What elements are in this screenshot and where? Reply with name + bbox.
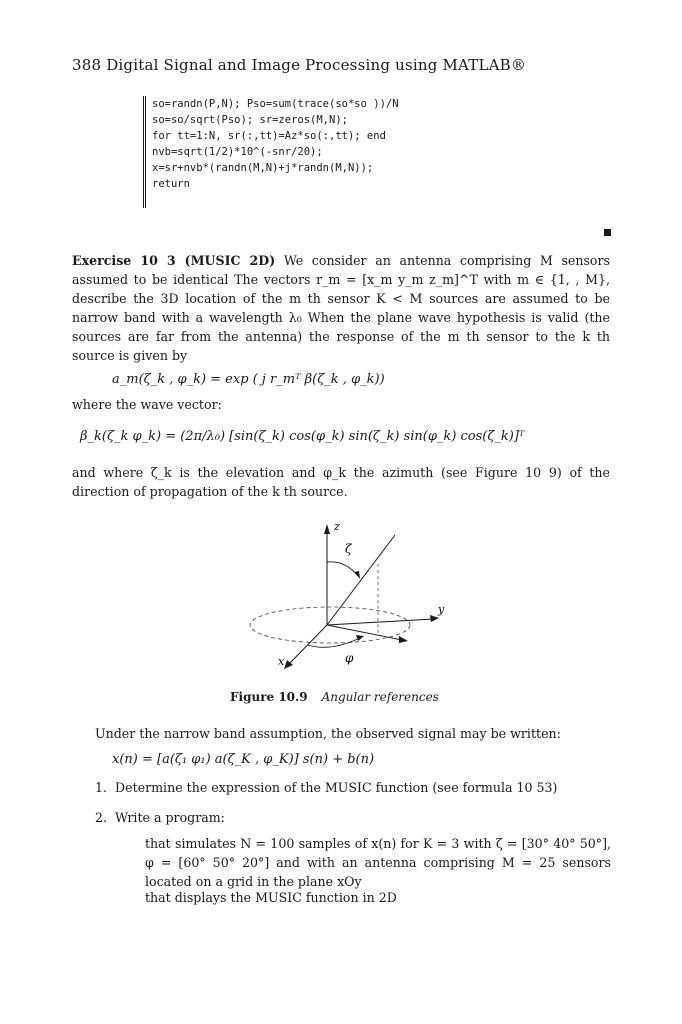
code-line: so=so/sqrt(Pso); sr=zeros(M,N); — [152, 114, 348, 126]
x-label: x — [278, 655, 285, 668]
z-label: z — [334, 520, 340, 533]
sub-item-display: that displays the MUSIC function in 2D — [145, 890, 397, 905]
list-text: Write a program: — [115, 810, 225, 825]
under-text: Under the narrow band assumption, the observed signal may be written: — [95, 726, 561, 741]
y-axis — [327, 619, 433, 625]
caption-label: Figure 10.9 — [230, 690, 308, 704]
x-axis — [288, 625, 327, 665]
caption-text: Angular references — [321, 690, 439, 704]
list-item-1: 1. Determine the expression of the MUSIC function (see formula 10 53) — [95, 780, 558, 795]
code-line: so=randn(P,N); Pso=sum(trace(so*so ))/N — [152, 98, 399, 110]
equation-response: a_m(ζ_k , φ_k) = exp ( j r_mᵀ β(ζ_k , φ_k)) — [112, 372, 385, 387]
code-listing — [143, 96, 622, 208]
exercise-paragraph — [72, 251, 610, 365]
zeta-arc — [327, 562, 358, 576]
y-label: y — [438, 603, 445, 616]
y-axis-arrow-icon — [430, 615, 439, 622]
list-text: Determine the expression of the MUSIC function (see formula 10 53) — [115, 780, 558, 795]
equation-wave-vector: β_k(ζ_k φ_k) = (2π/λ₀) [sin(ζ_k) cos(φ_k) sin(ζ_k) sin(φ_k) cos(ζ_k)]ᵀ — [80, 429, 525, 444]
code-line: return — [152, 178, 190, 190]
z-axis-arrow-icon — [324, 524, 330, 534]
page-header: 388 Digital Signal and Image Processing using MATLAB® — [72, 56, 527, 74]
equation-observed: x(n) = [a(ζ₁ φ₁) a(ζ_K , φ_K)] s(n) + b(n) — [112, 752, 375, 767]
direction-text: and where ζ_k is the elevation and φ_k the azimuth (see Figure 10 9) of the direction of propagation of the k th source. — [72, 465, 610, 499]
where-text: where the wave vector: — [72, 397, 222, 412]
list-number: 1 — [95, 780, 104, 795]
figure-angular-references — [230, 520, 460, 680]
list-number: 2 — [95, 810, 104, 825]
projection-line — [327, 625, 402, 640]
zeta-arrow-icon — [354, 571, 360, 579]
code-line: for tt=1:N, sr(:,tt)=Az*so(:,tt); end — [152, 130, 386, 142]
exercise-text: We consider an antenna comprising M sensors assumed to be identical The vectors r_m = [x_m y_m z_m]^T with m ∈ {1, , M}, describe the 3D location of the m th sensor K < M sources are assumed to be narrow band with a wavelength λ₀ When the plane wave hypothesis is valid (the sources are far from the antenna) the response of the m th sensor to the k th source is given by — [72, 253, 610, 363]
projection-arrow-icon — [399, 636, 408, 643]
sub-item-simulate: that simulates N = 100 samples of x(n) for K = 3 with ζ = [30° 40° 50°], φ = [60° 50° 20°] and with an antenna comprising M = 25 sensors located on a grid in the plane xOy — [145, 836, 611, 889]
figure-caption — [230, 690, 470, 704]
code-line: nvb=sqrt(1/2)*10^(-snr/20); — [152, 146, 323, 158]
zeta-label: ζ — [345, 542, 352, 556]
phi-label: φ — [345, 651, 354, 665]
code-line: x=sr+nvb*(randn(M,N)+j*randn(M,N)); — [152, 162, 374, 174]
exercise-title: Exercise 10 3 (MUSIC 2D) — [72, 253, 276, 268]
list-item-2: 2. Write a program: — [95, 810, 225, 825]
end-of-proof-square — [604, 229, 611, 236]
phi-arrow-icon — [356, 635, 364, 641]
